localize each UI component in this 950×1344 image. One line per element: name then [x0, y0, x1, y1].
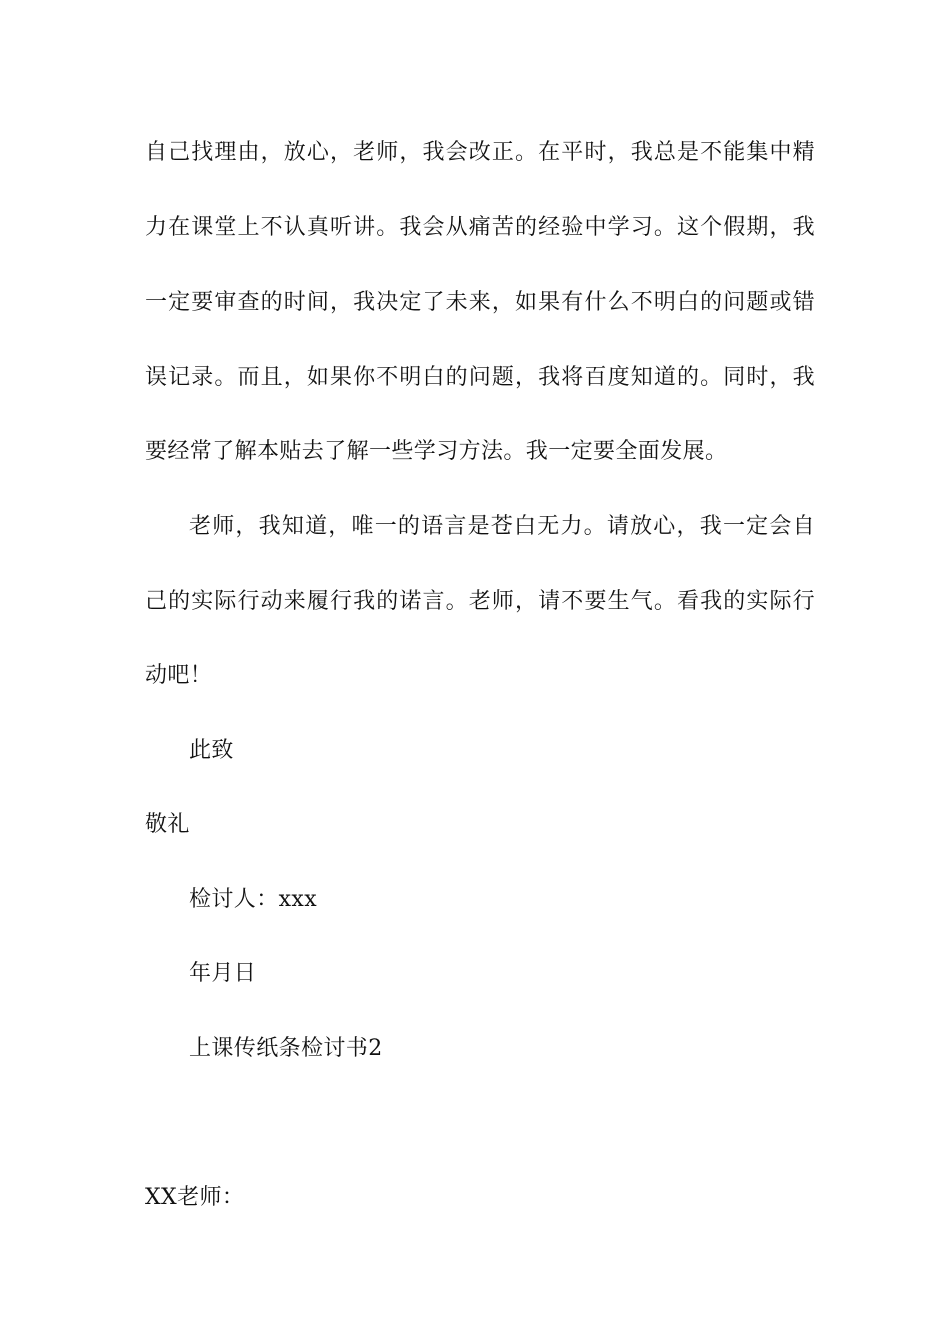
- paragraph-1-line-1: 自己找理由，放心，老师，我会改正。在平时，我总是不能集中精: [145, 140, 815, 165]
- paragraph-1-line-4: 误记录。而且，如果你不明白的问题，我将百度知道的。同时，我: [145, 365, 815, 390]
- salutation: XX老师：: [145, 1185, 245, 1210]
- paragraph-2-line-3: 动吧！: [145, 663, 213, 688]
- next-document-title: 上课传纸条检讨书2: [189, 1036, 383, 1061]
- paragraph-2-line-1: 老师，我知道，唯一的语言是苍白无力。请放心，我一定会自: [189, 514, 815, 539]
- closing-jing-li: 敬礼: [145, 812, 190, 837]
- signature-date: 年月日: [189, 961, 257, 986]
- closing-ci-zhi: 此致: [189, 738, 234, 763]
- paragraph-1-line-2: 力在课堂上不认真听讲。我会从痛苦的经验中学习。这个假期，我: [145, 215, 815, 240]
- signature-author: 检讨人：xxx: [189, 887, 318, 912]
- paragraph-1-line-3: 一定要审查的时间，我决定了未来，如果有什么不明白的问题或错: [145, 290, 815, 315]
- paragraph-2-line-2: 己的实际行动来履行我的诺言。老师，请不要生气。看我的实际行: [145, 589, 815, 614]
- paragraph-1-line-5: 要经常了解本贴去了解一些学习方法。我一定要全面发展。: [145, 439, 728, 464]
